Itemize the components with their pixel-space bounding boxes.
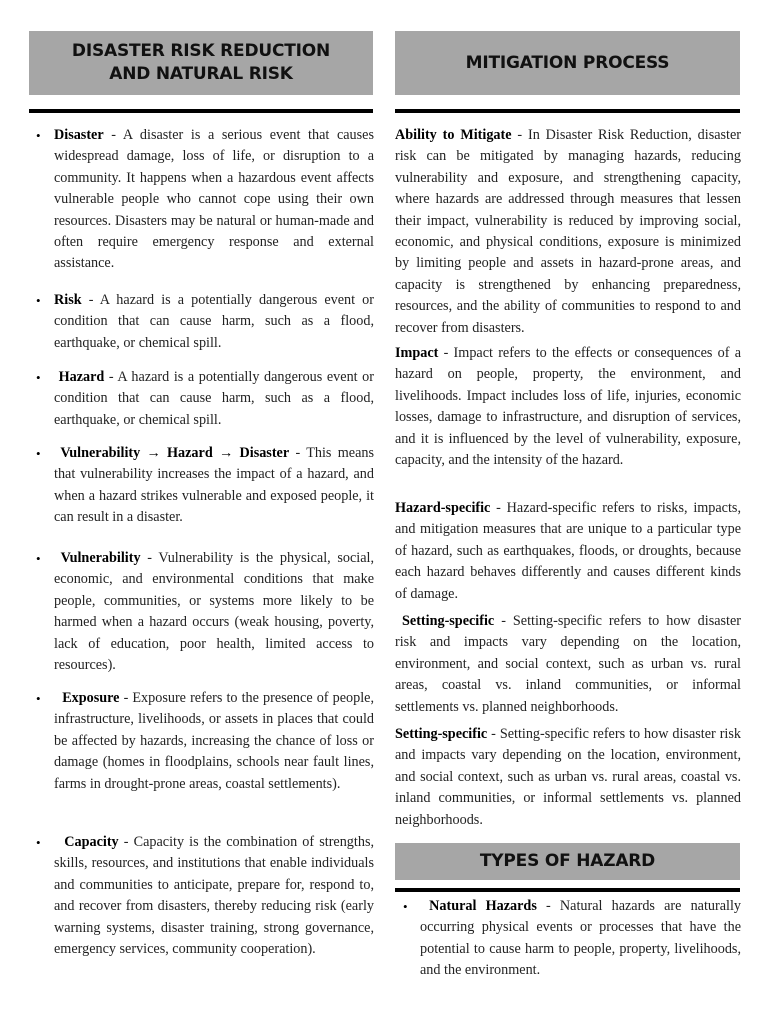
definition: - Hazard-specific refers to risks, impacts, and mitigation measures that are unique to a particular type of hazard, such as earthquakes, floods, or droughts, because each hazard behaves differently and causes different kinds of damage. [395, 500, 741, 602]
bullet-icon: • [36, 370, 41, 385]
definition: - Natural hazards are naturally occurring physical events or processes that have the potential to cause harm to people, property, livelihoods, and the environment. [420, 898, 741, 979]
term: Capacity [64, 834, 119, 850]
definition: - Setting-specific refers to how disaster risk and impacts vary depending on the location, environment, and social context, such as urban vs. rural areas, coastal vs. inland communities, or informal settlements vs. planned neighborhoods. [395, 726, 741, 828]
right-section-title: MITIGATION PROCESS [465, 52, 670, 73]
paragraph-setting-specific-2 [395, 724, 741, 831]
definition: - Impact refers to the effects or consequences of a hazard on people, property, the environment, and livelihoods. Impact includes loss of life, injuries, economic losses, damage to infrastructure, and disruption of services, and it is influenced by the level of vulnerability, exposure, capacity, and the intensity of the hazard. [395, 345, 741, 469]
list-item-natural-hazards [403, 896, 741, 982]
term: Exposure [62, 690, 120, 706]
left-section-header [29, 31, 373, 95]
left-header-rule [29, 109, 373, 113]
term: Natural Hazards [429, 898, 537, 914]
definition: - A disaster is a serious event that causes widespread damage, loss of life, or disruption to a community. It happens when a hazardous event affects vulnerable people who cannot cope using their own resources. Disasters may be natural or human-made and often require emergency response and external assistance. [54, 127, 374, 272]
list-item-risk [36, 290, 374, 354]
list-item-vulnerability-chain [36, 443, 374, 529]
bullet-icon: • [36, 835, 41, 850]
term: Hazard-specific [395, 500, 491, 516]
bullet-icon: • [36, 446, 41, 461]
definition: - Setting-specific refers to how disaster risk and impacts vary depending on the location, environment, and social context, such as urban vs. rural areas, coastal vs. inland communities, or informal settlements vs. planned neighborhoods. [395, 613, 741, 715]
definition: - In Disaster Risk Reduction, disaster risk can be mitigated by managing hazards, reducing vulnerability and exposure, and strengthening capacity, where hazards are addressed through measures that lessen their impact, vulnerability is reduced by improving social, economic, and physical conditions, exposure is minimized by limiting people and assets in hazard-prone areas, and capacity is strengthened by enhancing preparedness, resources, and the ability of communities to respond to and recover from disasters. [395, 127, 741, 336]
types-of-hazard-title: TYPES OF HAZARD [479, 851, 656, 872]
right-section-header [395, 31, 740, 95]
right-header-rule [395, 109, 740, 113]
list-item-vulnerability [36, 548, 374, 676]
bullet-icon: • [36, 551, 41, 566]
paragraph-setting-specific-1 [395, 611, 741, 718]
bullet-icon: • [36, 293, 41, 308]
term: Hazard [58, 369, 105, 385]
definition: - A hazard is a potentially dangerous event or condition that can cause harm, such as a flood, earthquake, or chemical spill. [54, 369, 374, 428]
list-item-hazard [36, 367, 374, 431]
bullet-icon: • [36, 128, 41, 143]
term: Setting-specific [395, 726, 488, 742]
definition: - A hazard is a potentially dangerous event or condition that can cause harm, such as a flood, earthquake, or chemical spill. [54, 292, 374, 351]
types-header-rule [395, 888, 740, 892]
types-of-hazard-header [395, 843, 740, 880]
term: Ability to Mitigate [395, 127, 512, 143]
definition: - This means that vulnerability increases the impact of a hazard, and when a hazard strikes vulnerable and exposed people, it can result in a disaster. [54, 445, 375, 526]
definition: - Exposure refers to the presence of people, infrastructure, livelihoods, or assets in places that could be affected by hazards, increasing the chance of loss or damage (homes in floodplains, schools near fault lines, farms in drought-prone areas, coastal settlements). [54, 690, 374, 792]
paragraph-hazard-specific [395, 498, 741, 605]
paragraph-ability-to-mitigate [395, 125, 741, 339]
term: Disaster [54, 127, 104, 143]
term: Impact [395, 345, 439, 361]
term: Setting-specific [402, 613, 495, 629]
definition: - Capacity is the combination of strengths, skills, resources, and institutions that enable individuals and communities to anticipate, prepare for, respond to, and recover from disasters, thereby reducing risk (early warning systems, disaster training, strong governance, emergency services, community cooperation). [54, 834, 375, 958]
definition: - Vulnerability is the physical, social, economic, and environmental conditions that make people, communities, or systems more likely to be harmed when a hazard occurs (weak housing, poverty, lack of education, poor health, limited access to resources). [54, 550, 374, 674]
list-item-capacity [36, 832, 374, 960]
left-section-title: DISASTER RISK REDUCTION AND NATURAL RISK [71, 41, 331, 84]
bullet-icon: • [36, 691, 41, 706]
term: Vulnerability [60, 550, 141, 566]
list-item-exposure [36, 688, 374, 795]
paragraph-impact [395, 343, 741, 471]
list-item-disaster [36, 125, 374, 275]
term: Risk [54, 292, 82, 308]
bullet-icon: • [403, 899, 408, 914]
term: Vulnerability → Hazard → Disaster [60, 445, 290, 461]
